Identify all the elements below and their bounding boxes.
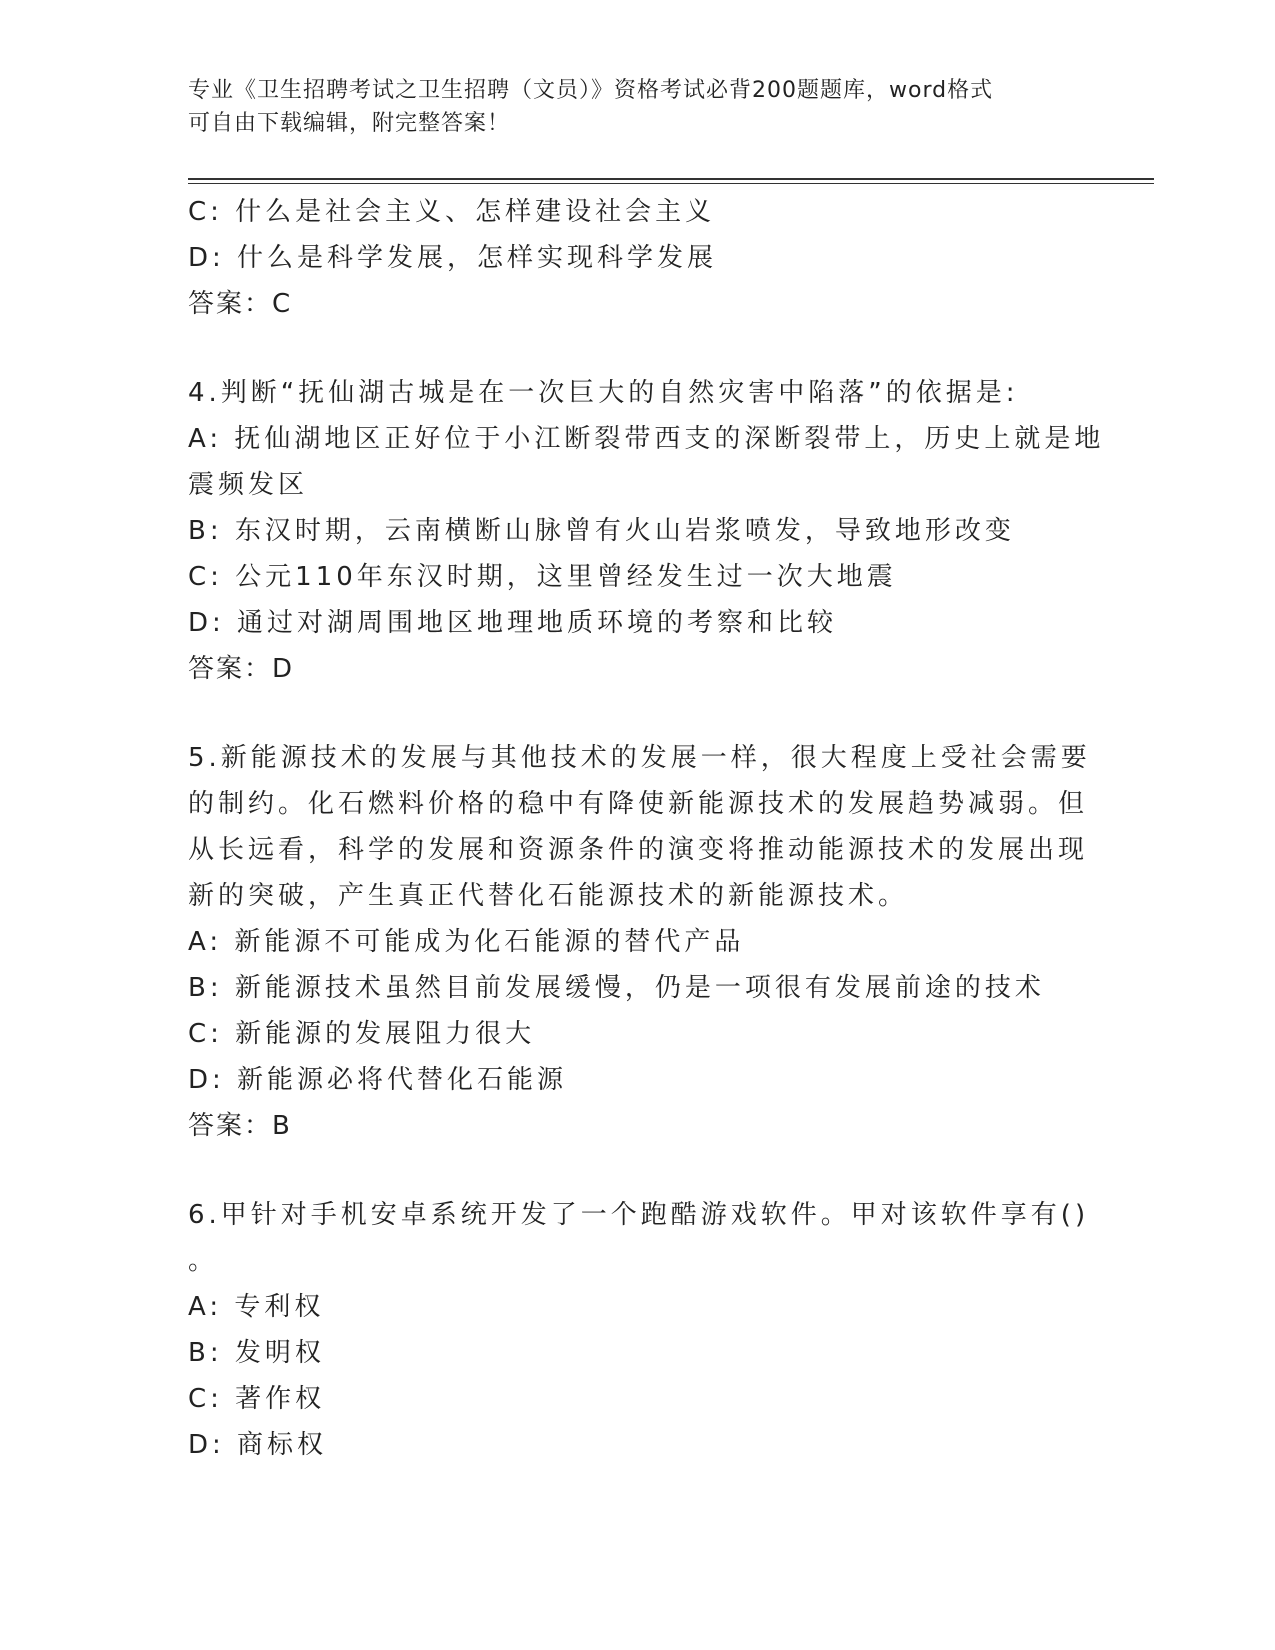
question-3-continued: [188, 189, 1088, 327]
question-stem-line: 从长远看，科学的发展和资源条件的演变将推动能源技术的发展出现: [188, 835, 1089, 865]
answer-line: 答案：C: [188, 289, 293, 319]
option-a: A: 新能源不可能成为化石能源的替代产品: [188, 927, 745, 957]
option-d: D: 通过对湖周围地区地理地质环境的考察和比较: [188, 608, 838, 638]
answer-line: 答案：D: [188, 654, 295, 684]
option-a: A: 专利权: [188, 1292, 325, 1322]
header-title-line-1: 专业《卫生招聘考试之卫生招聘（文员）》资格考试必背200题题库，word格式: [188, 78, 994, 103]
option-d: D: 商标权: [188, 1430, 328, 1460]
question-stem-line: 的制约。化石燃料价格的稳中有降使新能源技术的发展趋势减弱。但: [188, 789, 1089, 819]
spacer: [188, 1149, 1088, 1192]
question-stem-line: 6.甲针对手机安卓系统开发了一个跑酷游戏软件。甲对该软件享有(): [188, 1200, 1090, 1230]
option-d: D: 新能源必将代替化石能源: [188, 1065, 568, 1095]
option-b: B: 发明权: [188, 1338, 325, 1368]
question-stem-line: 5.新能源技术的发展与其他技术的发展一样，很大程度上受社会需要: [188, 743, 1091, 773]
header-divider: [188, 178, 1154, 184]
option-b: B: 东汉时期，云南横断山脉曾有火山岩浆喷发，导致地形改变: [188, 516, 1015, 546]
option-a: A: 抚仙湖地区正好位于小江断裂带西支的深断裂带上，历史上就是地: [188, 424, 1105, 454]
option-a-continued: 震频发区: [188, 470, 309, 500]
answer-line: 答案：B: [188, 1111, 292, 1141]
option-c: C: 什么是社会主义、怎样建设社会主义: [188, 197, 716, 227]
question-6: [188, 1192, 1088, 1468]
question-content: [188, 189, 1105, 1468]
question-4: [188, 370, 1105, 692]
option-b: B: 新能源技术虽然目前发展缓慢，仍是一项很有发展前途的技术: [188, 973, 1045, 1003]
option-d: D: 什么是科学发展，怎样实现科学发展: [188, 243, 718, 273]
header-title-line-2: 可自由下载编辑，附完整答案！: [188, 111, 511, 136]
spacer: [188, 692, 1088, 735]
spacer: [188, 327, 1088, 370]
option-c: C: 新能源的发展阻力很大: [188, 1019, 536, 1049]
option-c: C: 著作权: [188, 1384, 326, 1414]
question-stem-line: 新的突破，产生真正代替化石能源技术的新能源技术。: [188, 881, 909, 911]
document-header: [188, 74, 1068, 140]
option-c: C: 公元110年东汉时期，这里曾经发生过一次大地震: [188, 562, 897, 592]
question-stem: 4.判断“抚仙湖古城是在一次巨大的自然灾害中陷落”的依据是:: [188, 378, 1019, 408]
question-5: [188, 735, 1091, 1149]
question-stem-line: 。: [188, 1246, 219, 1276]
